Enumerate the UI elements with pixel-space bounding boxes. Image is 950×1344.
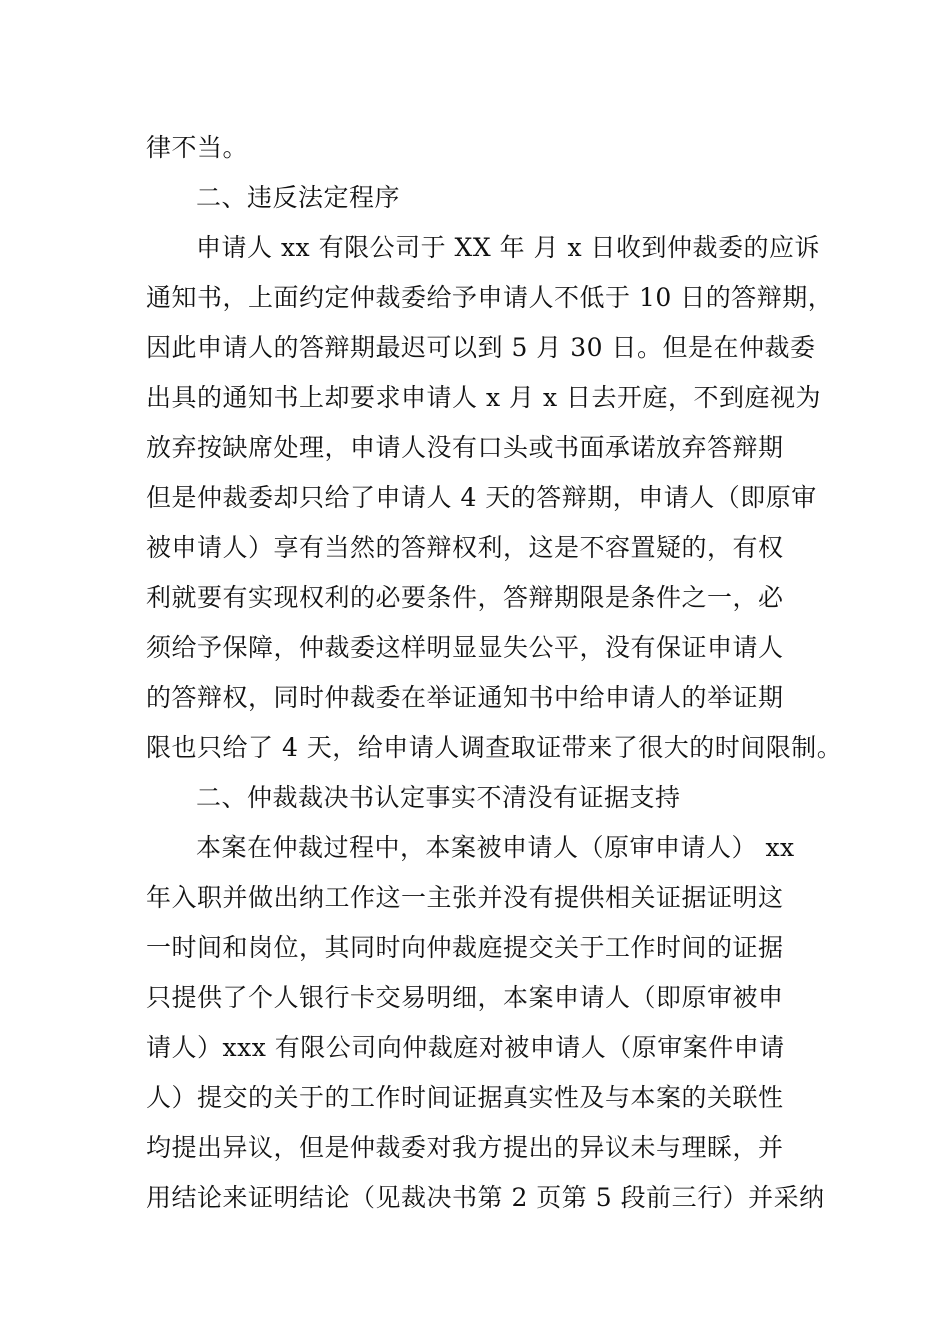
text-line: 被申请人）享有当然的答辩权利，这是不容置疑的，有权 — [146, 533, 784, 562]
text-line: 用结论来证明结论（见裁决书第 2 页第 5 段前三行）并采纳 — [146, 1183, 825, 1212]
text-line: 年入职并做出纳工作这一主张并没有提供相关证据证明这 — [146, 883, 784, 912]
text-line: 均提出异议，但是仲裁委对我方提出的异议未与理睬，并 — [146, 1133, 784, 1162]
text-line: 利就要有实现权利的必要条件，答辩期限是条件之一，必 — [146, 583, 784, 612]
text-line: 请人）xxx 有限公司向仲裁庭对被申请人（原审案件申请 — [146, 1033, 785, 1062]
text-line: 律不当。 — [146, 133, 249, 162]
text-line: 因此申请人的答辩期最迟可以到 5 月 30 日。但是在仲裁委 — [146, 333, 816, 362]
text-line: 但是仲裁委却只给了申请人 4 天的答辩期，申请人（即原审 — [146, 483, 817, 512]
section-heading: 二、仲裁裁决书认定事实不清没有证据支持 — [196, 783, 681, 812]
text-line: 一时间和岗位，其同时向仲裁庭提交关于工作时间的证据 — [146, 933, 784, 962]
text-line: 人）提交的关于的工作时间证据真实性及与本案的关联性 — [146, 1083, 784, 1112]
text-line: 放弃按缺席处理，申请人没有口头或书面承诺放弃答辩期 — [146, 433, 784, 462]
text-line: 的答辩权，同时仲裁委在举证通知书中给申请人的举证期 — [146, 683, 784, 712]
text-line: 本案在仲裁过程中，本案被申请人（原审申请人） xx — [196, 833, 795, 862]
text-line: 申请人 xx 有限公司于 XX 年 月 x 日收到仲裁委的应诉 — [196, 233, 821, 262]
text-line: 须给予保障，仲裁委这样明显显失公平，没有保证申请人 — [146, 633, 784, 662]
text-line: 出具的通知书上却要求申请人 x 月 x 日去开庭，不到庭视为 — [146, 383, 821, 412]
text-line: 通知书，上面约定仲裁委给予申请人不低于 10 日的答辩期， — [146, 283, 834, 312]
section-heading: 二、违反法定程序 — [196, 183, 401, 212]
text-line: 只提供了个人银行卡交易明细，本案申请人（即原审被申 — [146, 983, 784, 1012]
text-line: 限也只给了 4 天，给申请人调查取证带来了很大的时间限制。 — [146, 733, 843, 762]
